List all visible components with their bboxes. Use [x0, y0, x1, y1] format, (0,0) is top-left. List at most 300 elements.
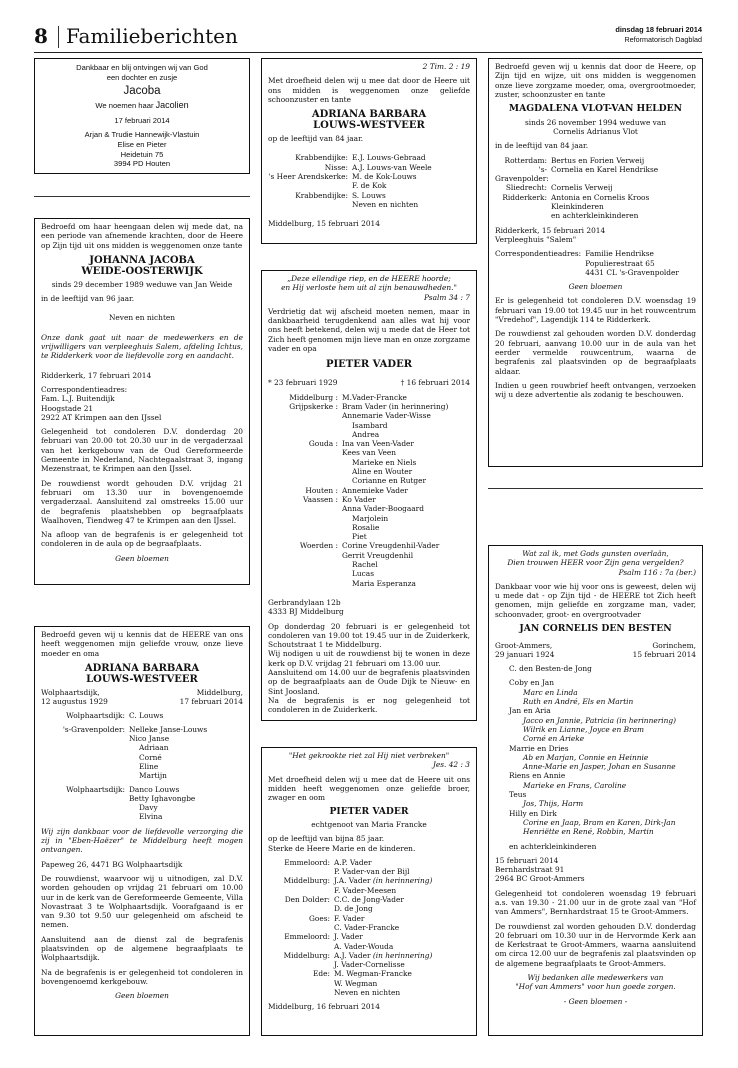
family-member — [129, 794, 243, 803]
family-member — [342, 523, 470, 532]
family-place — [268, 448, 342, 457]
family-member — [334, 932, 470, 941]
service-text: De rouwdienst zal worden gehouden D.V. donderdag 20 februari om 10.30 uur in de Hervormde Kerk aan de Kerkstraat te Groot-Ammers, waarna aansluitend om circa 12.00 uur de begrafenis zal plaatsvinden op de algemene begraafplaats te Groot-Ammers. — [495, 921, 696, 968]
deceased-name: PIETER VADER — [329, 806, 409, 818]
widow-line: sinds 29 december 1989 weduwe van Jan Weide — [51, 279, 233, 289]
family-row — [268, 988, 470, 997]
after-text: Na de begrafenis is er nog gelegenheid tot condoleren in de Zuiderkerk. — [268, 695, 470, 715]
member-name: Corianne en Rutger — [352, 476, 427, 486]
family-row — [268, 960, 470, 969]
family-place: Emmeloord: — [284, 932, 330, 942]
family-row — [268, 514, 470, 523]
family-member — [334, 988, 470, 997]
family-list — [41, 711, 243, 821]
grandchildren-line: Kleinkinderen — [551, 202, 604, 212]
header-divider — [58, 26, 59, 48]
text-line: Dankbaar en blij ontvingen wij van God — [76, 63, 208, 72]
thanks-line: "Hof van Ammers" voor hun goede zorgen. — [515, 982, 676, 992]
family-row — [268, 914, 470, 923]
family-member — [342, 532, 470, 541]
no-flowers: Geen bloemen — [568, 282, 623, 292]
family-member — [352, 172, 470, 181]
family-place — [268, 421, 342, 430]
family-member — [342, 458, 470, 467]
condolence-text: Op donderdag 20 februari is er gelegenheid tot condoleren van 19.00 tot 19.45 uur in de Zuiderkerk, Schoutstraat 1 te Middelburg. — [268, 621, 470, 650]
family-member — [129, 753, 243, 762]
family-row — [41, 785, 243, 794]
member-name: Corné — [139, 752, 162, 762]
family-place — [268, 181, 352, 190]
family-place — [268, 504, 342, 513]
family-place: Rotterdam: — [504, 155, 547, 165]
condolence-text: Gelegenheid tot condoleren woensdag 19 februari a.s. van 19.30 - 21.00 uur in de grote zaal van "Hof van Ammers", Bernhardstraat 15 te Groot-Ammers. — [495, 888, 696, 917]
name-line: LOUWS-WESTVEER — [86, 673, 198, 685]
member-name: A.J. Vader — [334, 950, 371, 960]
family-member — [352, 153, 470, 162]
intro-text: Bedroefd om haar heengaan delen wij mede dat, na een periode van afnemende krachten, door de Heere op Zijn tijd uit ons midden is weggenomen onze tante — [41, 222, 243, 250]
family-member — [129, 785, 243, 794]
member-name: Ina van Veen-Vader — [342, 439, 414, 449]
intro-text: Bedroefd geven wij u kennis dat door de Heere, op Zijn tijd en wijze, uit ons midden is weggenomen onze lieve zorgzame moeder, oma, overgrootmoeder, zuster, schoonzuster en tante — [495, 62, 696, 99]
family-place — [41, 753, 129, 762]
place-date: Ridderkerk, 15 februari 2014 — [495, 225, 606, 235]
place-date: Middelburg, 15 februari 2014 — [268, 219, 380, 229]
birth-place: Groot-Ammers, — [495, 640, 553, 650]
family-member — [334, 886, 470, 895]
member-name: Neven en nichten — [352, 199, 419, 209]
family-list — [268, 153, 470, 209]
family-member — [342, 514, 470, 523]
family-place: Middelburg: — [283, 950, 330, 960]
family-place: Emmeloord: — [284, 857, 330, 867]
member-name: F. Vader — [334, 913, 365, 923]
service-text: De rouwdienst zal gehouden worden D.V. donderdag 20 februari, aanvang 10.00 uur in de aula van het eerder vermelde rouwcentrum, waarna de begrafenis zal plaatsvinden op de begraafplaats aldaar. — [495, 329, 696, 376]
family-row — [268, 541, 470, 550]
no-flowers: - Geen bloemen - — [563, 996, 628, 1006]
grandchildren-line: en achterkleinkinderen — [551, 211, 639, 221]
grandchildren-names: Jos, Thijs, Harm — [523, 799, 584, 809]
address: Papeweg 26, 4471 BG Wolphaartsdijk — [41, 859, 183, 869]
member-name: Piet — [352, 532, 367, 542]
service-text: De rouwdienst, waarvoor wij u uitnodigen, zal D.V. worden gehouden op vrijdag 21 februari om 10.00 uur in de kerk van de Gereformeerde Gemeente, Villa Novastraat 3 te Wolphaartsdijk. Voorafgaand is er van 9.30 tot 9.50 uur gelegenheid om afscheid te nemen. — [41, 873, 243, 930]
name-line: ADRIANA BARBARA — [84, 662, 200, 674]
address-street: Heidetuin 75 — [120, 149, 164, 159]
member-name: Davy — [139, 803, 158, 813]
family-place: Gouda : — [308, 439, 338, 449]
correspondence-line: Fam. L.J. Buitendijk — [41, 394, 115, 404]
family-member — [342, 430, 470, 439]
member-name: S. Louws — [352, 190, 386, 200]
family-row — [268, 163, 470, 172]
paper-name: Reformatorisch Dagblad — [624, 35, 702, 44]
verse-reference: Psalm 34 : 7 — [424, 292, 470, 302]
member-name: F. de Kok — [352, 181, 387, 191]
age-line: in de leeftijd van 96 jaar. — [41, 294, 135, 304]
family-row — [41, 743, 243, 752]
correspondence-label: Correspondentieadres: — [495, 249, 582, 259]
family-row — [495, 183, 696, 192]
family-place — [268, 979, 334, 988]
family-row — [268, 867, 470, 876]
member-name: E.J. Louws-Gebraad — [352, 153, 426, 163]
family-member — [342, 551, 470, 560]
member-name: Anna Vader-Boogaard — [342, 504, 424, 514]
family-row — [268, 942, 470, 951]
family-member — [352, 163, 470, 172]
obituary-jan-cornelis — [488, 545, 703, 1036]
member-name: D. de Jong — [334, 904, 373, 914]
verse-reference: Psalm 116 : 7a (ber.) — [618, 567, 696, 577]
family-row — [41, 771, 243, 780]
family-list — [268, 393, 470, 588]
family-member — [342, 495, 470, 504]
member-name: M. de Kok-Louws — [352, 172, 417, 182]
family-row — [268, 886, 470, 895]
family-place — [268, 988, 334, 997]
family-place: Wolphaartsdijk: — [66, 784, 125, 794]
family-member — [334, 969, 470, 978]
family-member — [551, 183, 696, 192]
family-place — [268, 569, 342, 578]
family-place — [268, 560, 342, 569]
intro-text: Verdrietig dat wij afscheid moeten nemen, maar in dankbaarheid terugdenkend aan alles wat hij voor ons heeft betekend, delen wij u mede dat de Heer tot Zich heeft genomen mijn lieve man en onze zorgzame vader en opa — [268, 306, 471, 354]
grandchildren-names: Corné en Arieke — [523, 734, 585, 744]
obituary-pieter-vader-family — [261, 270, 477, 721]
family-place: Sliedrecht: — [505, 183, 547, 193]
family-row — [268, 523, 470, 532]
member-name: Maria Esperanza — [352, 578, 416, 588]
birth-death-row — [495, 641, 696, 660]
divider-line — [34, 196, 250, 197]
family-member — [342, 439, 470, 448]
family-row — [41, 711, 243, 720]
family-member — [334, 914, 470, 923]
death-date: † 16 februari 2014 — [400, 378, 470, 388]
child-name: Jacoba — [123, 85, 161, 98]
grandchildren-names: Jacco en Jannie, Patricia (in herinnering) — [523, 715, 676, 725]
family-member — [334, 904, 470, 913]
family-row — [268, 476, 470, 485]
member-name: Annemarie Vader-Wisse — [342, 411, 431, 421]
place-date: 15 februari 2014 — [495, 855, 559, 865]
verse-line: "Het gekrookte riet zal Hij niet verbreken" — [288, 751, 450, 760]
address-city: 3994 PD Houten — [113, 159, 171, 169]
family-member — [342, 541, 470, 550]
death-date: 17 februari 2014 — [179, 697, 243, 707]
family-place: Woerden : — [299, 541, 338, 551]
obituary-magdalena-vlot — [488, 58, 703, 467]
member-name: Adriaan — [139, 743, 169, 753]
member-name: C. Louws — [129, 711, 164, 721]
family-member — [342, 393, 470, 402]
obituary-adriana-barbara-family — [34, 626, 250, 1036]
correspondence-block — [495, 249, 696, 277]
member-name: Rachel — [352, 560, 378, 570]
family-row — [268, 181, 470, 190]
family-place — [41, 762, 129, 771]
family-row — [268, 153, 470, 162]
family-place: 's-Gravenpolder: — [62, 724, 125, 734]
family-row — [41, 794, 243, 803]
member-name: Aline en Wouter — [352, 467, 413, 477]
member-name: C.C. de Jong-Vader — [334, 895, 404, 905]
family-place — [268, 904, 334, 913]
family-row — [41, 734, 243, 743]
family-member — [334, 858, 470, 867]
intro-text: Met droefheid delen wij u mee dat door de Heere uit ons midden is weggenomen onze geliefde schoonzuster en tante — [268, 76, 470, 104]
family-place — [268, 523, 342, 532]
member-name: Betty Ighavongbe — [129, 793, 196, 803]
family-place — [41, 803, 129, 812]
family-member — [129, 812, 243, 821]
correspondence-line: 2922 AT Krimpen aan den IJssel — [41, 412, 162, 422]
family-place — [268, 458, 342, 467]
family-member — [551, 165, 696, 184]
verse-line: en Hij verloste hem uit al zijn benauwdheden." — [281, 283, 457, 293]
verse-reference: Jes. 42 : 3 — [432, 760, 470, 770]
member-name: Nico Janse — [129, 734, 170, 744]
text-line — [41, 101, 243, 111]
family-list — [268, 858, 470, 997]
member-name: A.J. Louws-van Weele — [352, 162, 432, 172]
correspondence-line: 4431 CL 's-Gravenpolder — [585, 267, 679, 277]
family-row — [41, 812, 243, 821]
intro-text: Dankbaar voor wie hij voor ons is geweest, delen wij u mede dat - op Zijn tijd - de HEERE tot Zich heeft genomen, mijn geliefde en zorgzame man, vader, schoonvader, groot- en overgrootvader — [495, 581, 696, 619]
condolence-text: Gelegenheid tot condoleren D.V. donderdag 20 februari van 20.00 tot 20.30 uur in de vergaderzaal van het kerkgebouw van de Oud Gereformeerde Gemeente in Nederland, Nachtegaalstraat 3, ingang Mezenstraat, te Krimpen aan den IJssel. — [41, 427, 243, 474]
family-place — [268, 411, 342, 420]
family-row — [268, 191, 470, 200]
after-text: Na afloop van de begrafenis is er gelegenheid tot condoleren in de aula op de begraafplaats. — [41, 530, 243, 549]
grandchildren-names: Ab en Marjan, Connie en Heinnie — [523, 752, 649, 762]
family-row — [268, 932, 470, 941]
family-row — [268, 876, 470, 885]
page-header — [34, 22, 702, 53]
member-name: C. Vader-Francke — [334, 922, 400, 932]
no-flowers: Geen bloemen — [115, 991, 169, 1001]
death-place: Middelburg, — [196, 687, 243, 697]
grandchildren-names: Henriëtte en René, Robbin, Martin — [523, 827, 654, 837]
family-member — [342, 560, 470, 569]
family-member — [342, 421, 470, 430]
birth-date: 29 januari 1924 — [495, 649, 555, 659]
member-name: Marjolein — [352, 513, 389, 523]
family-place: Den Dolder: — [284, 895, 330, 905]
comfort-line: Sterke de Heere Marie en de kinderen. — [268, 843, 416, 853]
family-member — [334, 867, 470, 876]
text-line: een dochter en zusje — [106, 72, 178, 82]
family-row — [268, 200, 470, 209]
thanks-line: Wij bedanken alle medewerkers van — [527, 973, 664, 983]
grandchildren-names: Anne-Marie en Jasper, Johan en Susanne — [523, 762, 676, 772]
family-member — [352, 191, 470, 200]
family-line: Neven en nichten — [108, 313, 176, 323]
family-member — [334, 942, 470, 951]
name-line: JOHANNA JACOBA — [89, 254, 195, 266]
age-line: in de leeftijd van 84 jaar. — [495, 141, 589, 151]
family-member — [334, 923, 470, 932]
member-name: Ko Vader — [342, 494, 376, 504]
birth-place: Wolphaartsdijk, — [41, 687, 100, 697]
member-name: Corine Vreugdenhil-Vader — [342, 541, 440, 551]
family-place: Ridderkerk: — [502, 192, 547, 202]
deceased-name: JAN CORNELIS DEN BESTEN — [519, 623, 672, 635]
family-member — [334, 960, 470, 969]
family-member — [342, 402, 470, 411]
note-text: Indien u geen rouwbrief heeft ontvangen, verzoeken wij u deze advertentie als zodanig te beschouwen. — [495, 380, 696, 400]
member-name: J. Vader — [334, 932, 363, 942]
member-name: Rosalie — [352, 522, 380, 532]
family-row — [268, 402, 470, 411]
member-name: M. Wegman-Francke — [334, 969, 412, 979]
member-name: Cornelia en Karel Hendrikse — [551, 164, 659, 174]
family-place: Middelburg : — [289, 392, 338, 402]
family-member — [129, 734, 243, 743]
correspondence-line: Familie Hendrikse — [585, 249, 654, 259]
family-row — [268, 904, 470, 913]
verse-line: „Deze ellendige riep, en de HEERE hoorde; — [287, 274, 451, 283]
death-place: Gorinchem, — [652, 640, 696, 650]
deceased-name: PIETER VADER — [325, 359, 413, 371]
verse-line: Wat zal ik, met Gods gunsten overlaän, — [522, 549, 669, 558]
deceased-name — [268, 109, 470, 131]
bible-verse: 2 Tim. 2 : 19 — [422, 62, 470, 71]
family-place — [268, 200, 352, 209]
birth-date: * 23 februari 1929 — [268, 378, 338, 388]
member-name: Nelleke Janse-Louws — [129, 724, 208, 734]
member-name: Annemieke Vader — [342, 485, 408, 495]
family-row — [268, 858, 470, 867]
family-member — [129, 803, 243, 812]
family-member — [129, 771, 243, 780]
family-member — [551, 193, 696, 202]
family-place: 's-Gravenpolder: — [495, 164, 549, 184]
family-row — [268, 448, 470, 457]
family-place — [268, 467, 342, 476]
text-fragment: We noemen haar — [95, 101, 154, 111]
family-row — [268, 411, 470, 420]
family-member — [342, 411, 470, 420]
member-name: J. Vader-Cornelisse — [334, 960, 405, 970]
correspondence-label: Correspondentieadres: — [41, 384, 128, 394]
family-member — [342, 569, 470, 578]
grandchildren-names: Corine en Jaap, Bram en Karen, Dirk-Jan — [523, 817, 676, 827]
obituary-adriana-barbara-relatives — [261, 58, 477, 244]
family-place — [268, 476, 342, 485]
family-member — [342, 579, 470, 588]
family-member — [342, 448, 470, 457]
obituary-johanna-jacoba — [34, 218, 250, 585]
deceased-name — [41, 255, 243, 277]
birth-death-row — [268, 378, 470, 387]
member-name: W. Wegman — [334, 978, 378, 988]
family-member — [342, 467, 470, 476]
birth-announcement-jacoba — [34, 58, 250, 174]
family-place: Goes: — [308, 913, 330, 923]
family-row — [268, 172, 470, 181]
family-member — [342, 476, 470, 485]
family-place — [41, 734, 129, 743]
child-couple: Hilly en Dirk — [509, 808, 557, 818]
deceased-name — [41, 663, 243, 685]
family-place — [41, 743, 129, 752]
family-row — [268, 421, 470, 430]
family-row — [268, 532, 470, 541]
family-member — [352, 181, 470, 190]
memorial-note: (in herinnering) — [370, 950, 433, 960]
member-name: Martijn — [139, 771, 167, 781]
family-place — [268, 514, 342, 523]
spouse-line: echtgenoot van Maria Francke — [311, 819, 427, 829]
family-row — [268, 467, 470, 476]
wife-line: C. den Besten-de Jong — [509, 664, 592, 674]
correspondence-lines — [585, 249, 696, 277]
family-place: Krabbendijke: — [295, 153, 348, 163]
family-row — [268, 969, 470, 978]
family-row — [41, 725, 243, 734]
burial-text: Aansluitend aan de dienst zal de begrafenis plaatsvinden op de algemene begraafplaats te Wolphaartsdijk. — [41, 934, 243, 963]
obituary-pieter-vader-siblings — [261, 747, 477, 1036]
siblings: Elise en Pieter — [117, 139, 167, 149]
family-row — [268, 458, 470, 467]
member-name: Andrea — [352, 429, 380, 439]
thanks-text: Wij zijn dankbaar voor de liefdevolle verzorging die zij in "Eben-Haëzer" te Middelburg heeft mogen ontvangen. — [41, 826, 243, 855]
member-name: A. Vader-Wouda — [334, 941, 394, 951]
family-row — [268, 579, 470, 588]
family-member — [129, 725, 243, 734]
family-member — [129, 711, 243, 720]
name-line: WEIDE-OOSTERWIJK — [81, 265, 203, 277]
condolence-text: Er is gelegenheid tot condoleren D.V. woensdag 19 februari van 19.00 tot 19.45 uur in het rouwcentrum "Vredehof", Lagendijk 114 te Ridderkerk. — [495, 296, 696, 325]
family-row — [268, 430, 470, 439]
family-place: Vaassen : — [302, 494, 338, 504]
member-name: Bertus en Forien Verweij — [551, 155, 645, 165]
grandchildren-names: Marieke en Frans, Caroline — [523, 780, 627, 790]
family-row — [268, 495, 470, 504]
member-name: Eline — [139, 761, 159, 771]
child-couple: Riens en Annie — [509, 771, 566, 781]
birth-date: 12 augustus 1929 — [41, 697, 108, 707]
issue-date: dinsdag 18 februari 2014 — [615, 25, 702, 34]
family-row — [268, 439, 470, 448]
member-name: Antonia en Cornelis Kroos — [551, 192, 650, 202]
family-place: Krabbendijke: — [295, 190, 348, 200]
family-member — [334, 895, 470, 904]
family-row — [268, 504, 470, 513]
family-member — [352, 200, 470, 209]
family-row — [41, 762, 243, 771]
grandchildren-names: Marc en Linda — [523, 687, 578, 697]
family-row — [268, 551, 470, 560]
place-date: Middelburg, 16 februari 2014 — [268, 1002, 380, 1012]
family-row — [268, 393, 470, 402]
intro-text: Bedroefd geven wij u kennis dat de HEERE van ons heeft weggenomen mijn geliefde vrouw, onze lieve moeder en oma — [41, 630, 243, 658]
family-place — [268, 942, 334, 951]
birth-death-row — [41, 688, 243, 707]
address-street: Bernhardstraat 91 — [495, 865, 565, 875]
nickname: Jacolien — [155, 100, 189, 111]
family-place — [268, 923, 334, 932]
page-number: 8 — [34, 24, 48, 48]
family-place — [268, 551, 342, 560]
grandchildren-line: en achterkleinkinderen — [509, 841, 597, 851]
birth-date: 17 februari 2014 — [114, 115, 170, 125]
member-name: A.P. Vader — [334, 857, 372, 867]
child-couple: Marrie en Dries — [509, 743, 569, 753]
divider-line — [488, 488, 703, 489]
address-city: 2964 BC Groot-Ammers — [495, 874, 585, 884]
family-place: Ede: — [313, 969, 330, 979]
member-name: Kees van Veen — [342, 448, 397, 458]
